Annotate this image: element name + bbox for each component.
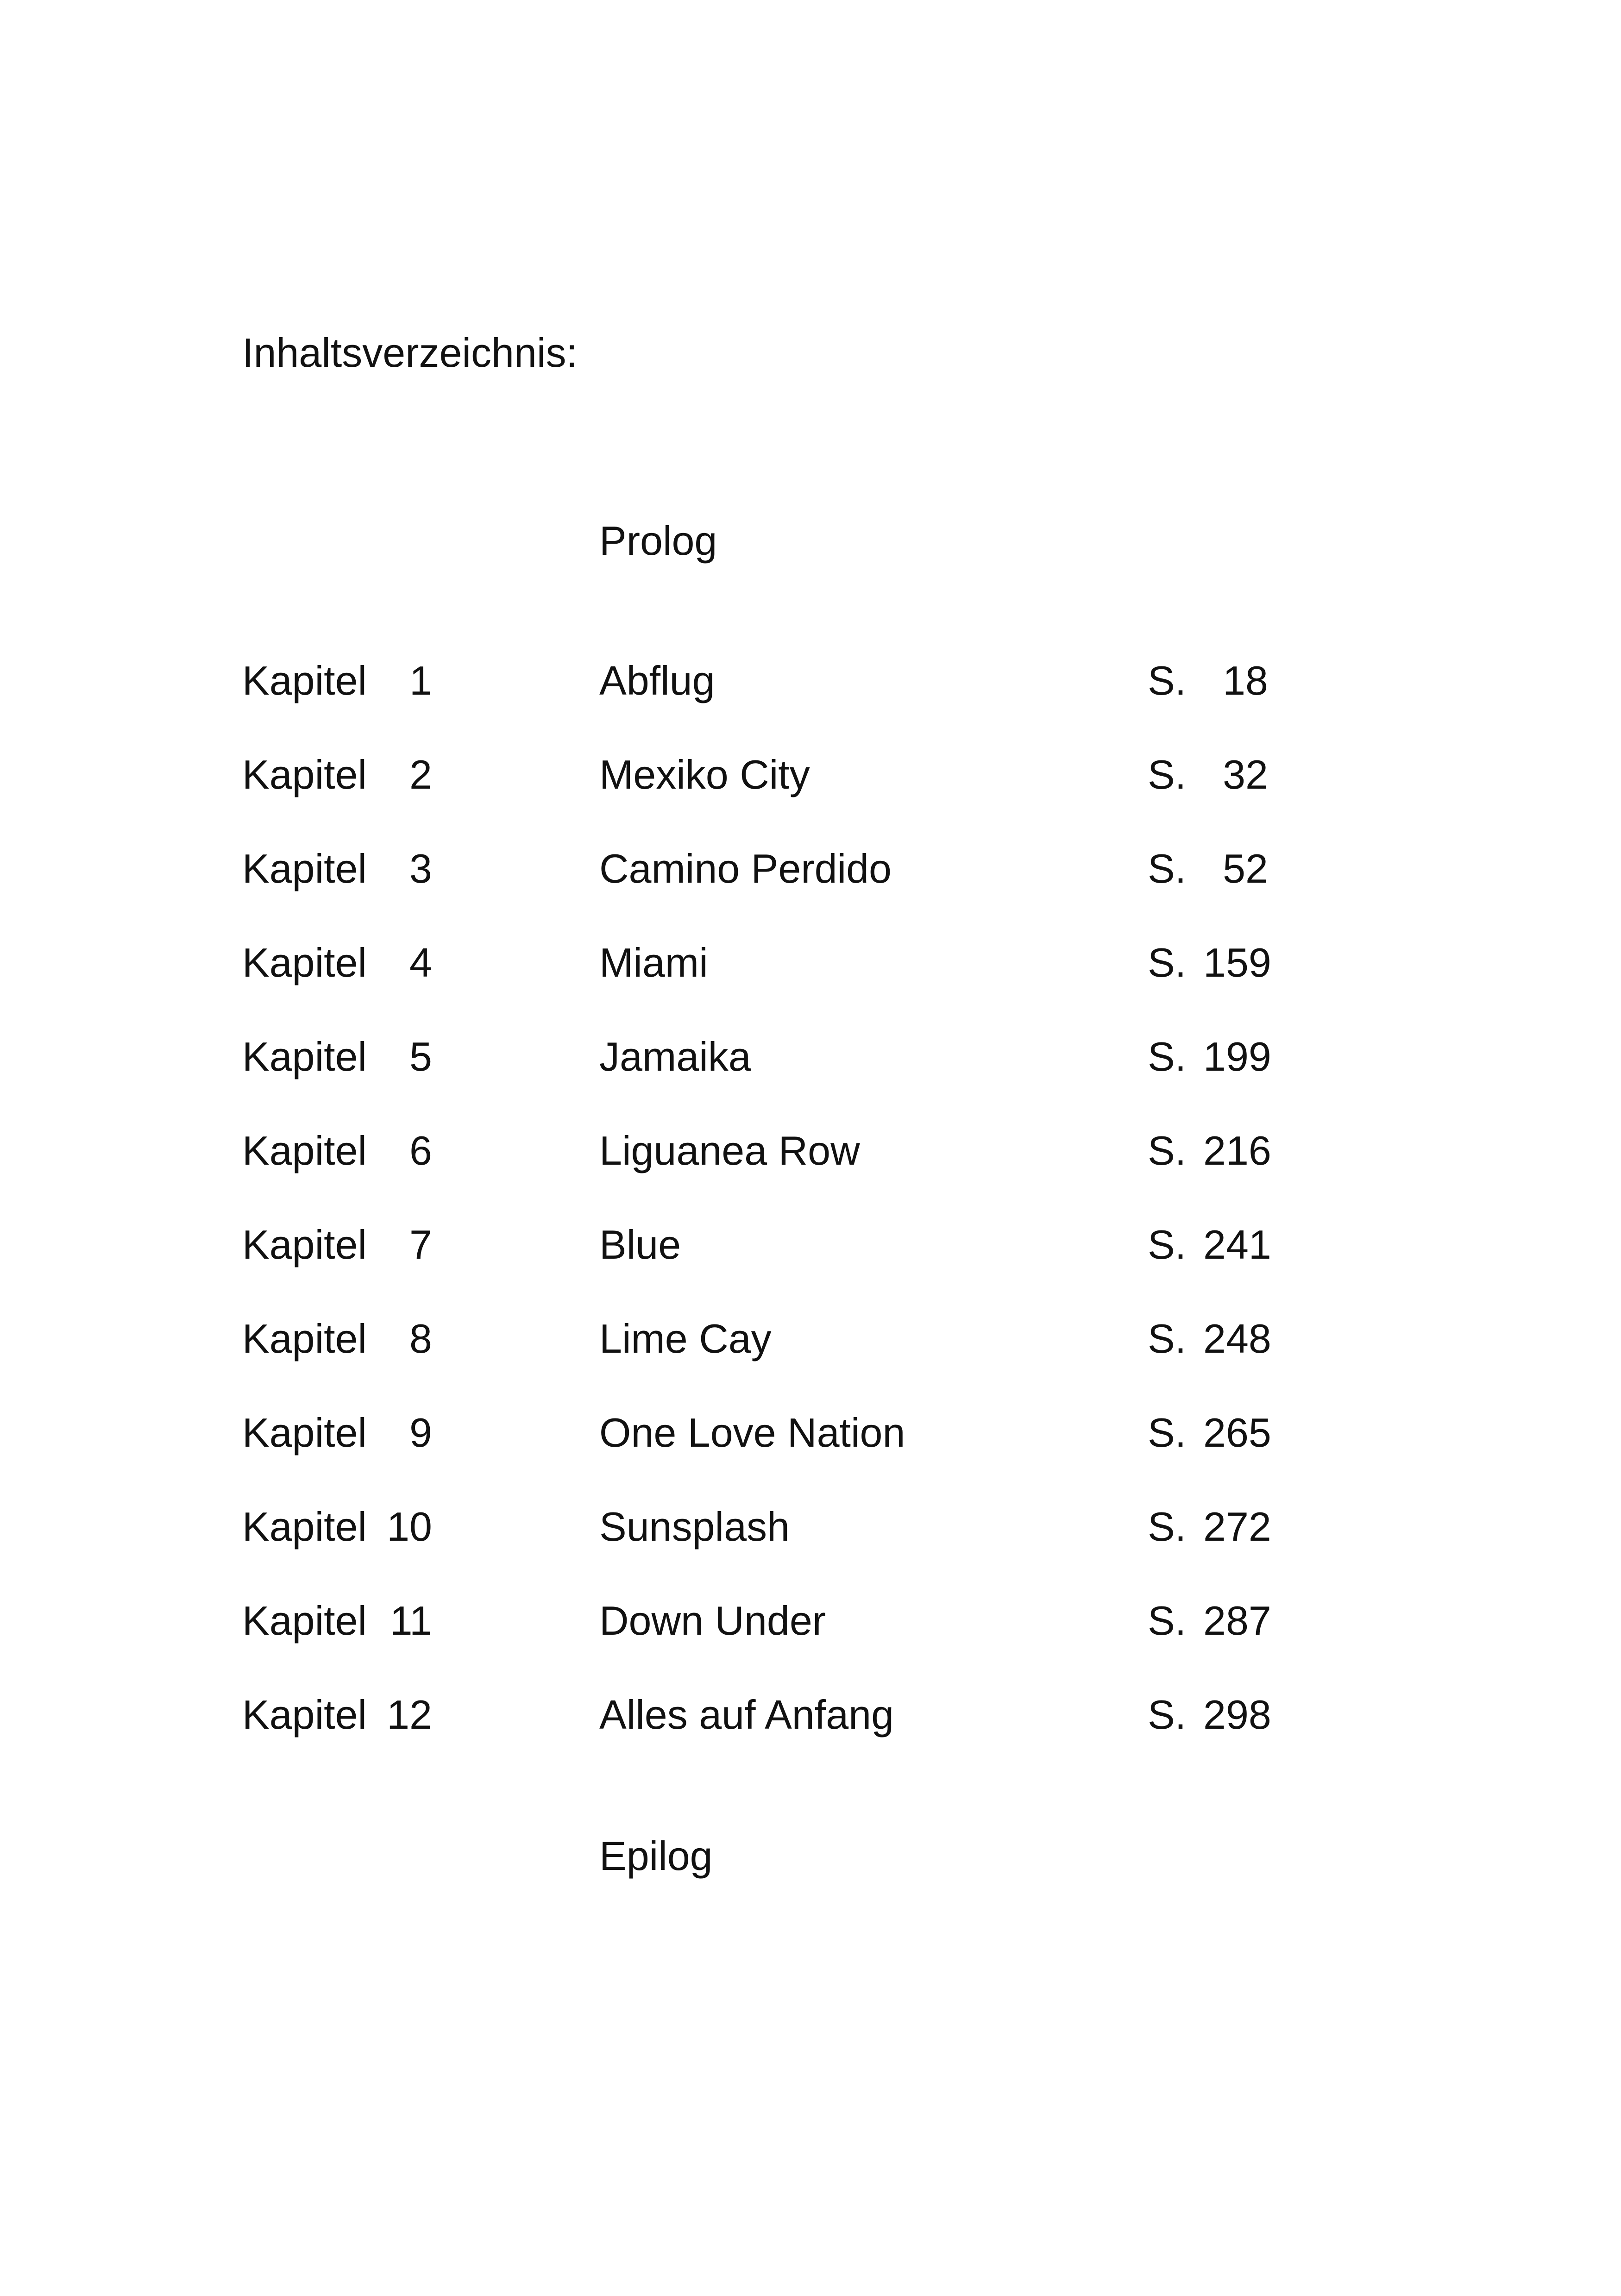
toc-row <box>0 1222 1621 1316</box>
chapter-number: 12 <box>387 1692 432 1738</box>
toc-row <box>0 1410 1621 1504</box>
chapter-cell <box>242 940 566 986</box>
page-number: 298 <box>1203 1692 1271 1738</box>
page-cell <box>1148 846 1268 892</box>
page-prefix: S. <box>1148 1504 1187 1549</box>
page-cell <box>1148 1128 1271 1174</box>
toc-row <box>0 1598 1621 1692</box>
toc-row <box>0 1316 1621 1410</box>
chapter-title: Camino Perdido <box>599 846 892 891</box>
page-prefix: S. <box>1148 1692 1187 1738</box>
page-cell <box>1148 1504 1271 1550</box>
page-cell <box>1148 940 1271 986</box>
page-number: 216 <box>1203 1128 1271 1173</box>
toc-list <box>0 658 1621 1786</box>
chapter-cell <box>242 1316 566 1362</box>
toc-heading: Inhaltsverzeichnis: <box>242 330 578 376</box>
page-number: 32 <box>1223 752 1268 797</box>
page-prefix: S. <box>1148 1316 1187 1361</box>
chapter-number: 1 <box>409 658 432 703</box>
page-prefix: S. <box>1148 1410 1187 1455</box>
chapter-label: Kapitel <box>242 846 367 891</box>
chapter-label: Kapitel <box>242 1034 367 1079</box>
chapter-number: 7 <box>409 1222 432 1267</box>
page-number: 159 <box>1203 940 1271 985</box>
chapter-title: Abflug <box>599 658 715 703</box>
chapter-label: Kapitel <box>242 658 367 703</box>
chapter-cell <box>242 1504 566 1550</box>
chapter-cell <box>242 1222 566 1268</box>
chapter-title: One Love Nation <box>599 1410 905 1455</box>
chapter-cell <box>242 1410 566 1456</box>
chapter-number: 6 <box>409 1128 432 1173</box>
page-cell <box>1148 1410 1271 1456</box>
chapter-label: Kapitel <box>242 1692 367 1738</box>
page-prefix: S. <box>1148 658 1187 703</box>
chapter-title: Miami <box>599 940 708 985</box>
page-prefix: S. <box>1148 1034 1187 1079</box>
page-cell <box>1148 1598 1271 1644</box>
chapter-number: 11 <box>390 1598 432 1644</box>
chapter-title: Down Under <box>599 1598 826 1644</box>
chapter-label: Kapitel <box>242 752 367 797</box>
toc-row <box>0 940 1621 1034</box>
chapter-cell <box>242 1598 566 1644</box>
page-number: 265 <box>1203 1410 1271 1455</box>
toc-row <box>0 658 1621 752</box>
page-prefix: S. <box>1148 1222 1187 1267</box>
toc-row <box>0 1692 1621 1786</box>
chapter-label: Kapitel <box>242 1316 367 1361</box>
prolog-entry: Prolog <box>599 518 717 564</box>
chapter-title: Alles auf Anfang <box>599 1692 894 1738</box>
chapter-label: Kapitel <box>242 1128 367 1173</box>
chapter-label: Kapitel <box>242 1504 367 1549</box>
page-prefix: S. <box>1148 1128 1187 1173</box>
chapter-label: Kapitel <box>242 1410 367 1455</box>
chapter-label: Kapitel <box>242 940 367 985</box>
chapter-title: Blue <box>599 1222 681 1267</box>
epilog-entry: Epilog <box>599 1833 713 1879</box>
page-cell <box>1148 658 1268 704</box>
toc-row <box>0 1504 1621 1598</box>
chapter-cell <box>242 658 566 704</box>
page-number: 18 <box>1223 658 1268 703</box>
page-number: 241 <box>1203 1222 1271 1267</box>
page-cell <box>1148 1222 1271 1268</box>
chapter-label: Kapitel <box>242 1222 367 1267</box>
chapter-number: 4 <box>409 940 432 985</box>
chapter-cell <box>242 1692 566 1738</box>
chapter-number: 5 <box>409 1034 432 1079</box>
page-number: 287 <box>1203 1598 1271 1644</box>
chapter-cell <box>242 752 566 798</box>
page-prefix: S. <box>1148 752 1187 797</box>
chapter-title: Sunsplash <box>599 1504 790 1549</box>
chapter-cell <box>242 846 566 892</box>
page-prefix: S. <box>1148 940 1187 985</box>
chapter-title: Liguanea Row <box>599 1128 860 1173</box>
chapter-cell <box>242 1128 566 1174</box>
chapter-number: 2 <box>409 752 432 797</box>
chapter-label: Kapitel <box>242 1598 367 1644</box>
page-prefix: S. <box>1148 846 1187 891</box>
page-cell <box>1148 1034 1271 1080</box>
page-cell <box>1148 1316 1271 1362</box>
chapter-cell <box>242 1034 566 1080</box>
chapter-title: Jamaika <box>599 1034 751 1079</box>
chapter-number: 9 <box>409 1410 432 1455</box>
page-prefix: S. <box>1148 1598 1187 1644</box>
toc-row <box>0 846 1621 940</box>
page-cell <box>1148 1692 1271 1738</box>
page-number: 52 <box>1223 846 1268 891</box>
chapter-title: Lime Cay <box>599 1316 772 1361</box>
page-number: 248 <box>1203 1316 1271 1361</box>
page-cell <box>1148 752 1268 798</box>
toc-row <box>0 752 1621 846</box>
chapter-number: 8 <box>409 1316 432 1361</box>
chapter-number: 3 <box>409 846 432 891</box>
toc-row <box>0 1034 1621 1128</box>
toc-row <box>0 1128 1621 1222</box>
chapter-number: 10 <box>387 1504 432 1549</box>
page-number: 199 <box>1203 1034 1271 1079</box>
page-number: 272 <box>1203 1504 1271 1549</box>
chapter-title: Mexiko City <box>599 752 810 797</box>
